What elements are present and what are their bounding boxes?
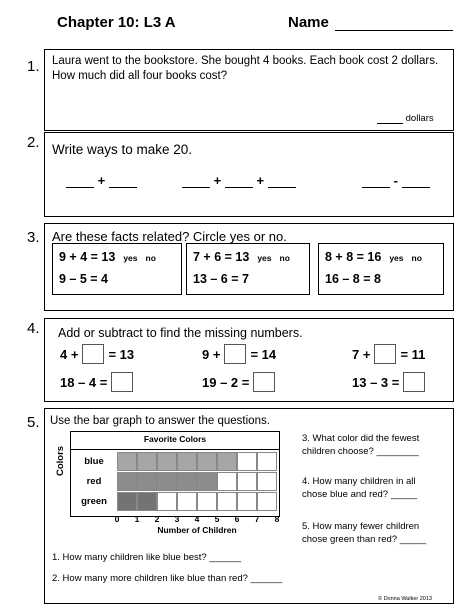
bar-cell [177, 472, 197, 491]
bar-cell [157, 452, 177, 471]
section-4-prompt: Add or subtract to find the missing numbers. [58, 326, 303, 340]
yes-option[interactable]: yes [257, 253, 272, 263]
problem-left: 7 + [352, 346, 371, 362]
yes-option[interactable]: yes [389, 253, 404, 263]
missing-number-problem [202, 344, 276, 364]
section-1-answer[interactable] [377, 113, 434, 124]
name-field[interactable] [288, 14, 453, 31]
yes-option[interactable]: yes [123, 253, 138, 263]
grid-cell [237, 492, 257, 511]
missing-number-problem [202, 372, 279, 392]
x-tick-label: 7 [254, 514, 260, 524]
x-tick-label: 5 [214, 514, 220, 524]
chart-y-axis-label: Colors [55, 445, 66, 476]
fact-row [325, 250, 422, 264]
missing-number-problem [60, 344, 134, 364]
problem-left: 4 + [60, 346, 79, 362]
grid-cell [177, 492, 197, 511]
answer-blank[interactable] [182, 174, 210, 188]
answer-blank[interactable] [109, 174, 137, 188]
problem-left: 13 – 3 = [352, 374, 400, 390]
question-line: 5. How many fewer children [302, 521, 420, 532]
fact-equation: 8 + 8 = 16 [325, 250, 382, 264]
name-blank[interactable] [335, 16, 453, 31]
section-3-prompt: Are these facts related? Circle yes or no. [52, 229, 287, 244]
fact-equation: 9 – 5 = 4 [59, 272, 108, 286]
grid-cell [257, 492, 277, 511]
no-option[interactable]: no [279, 253, 290, 263]
section-1-line: Laura went to the bookstore. She bought 4 books. Each book cost 2 dollars. [52, 55, 439, 67]
x-tick-label: 0 [114, 514, 120, 524]
operator: + [256, 173, 265, 188]
x-tick-label: 2 [154, 514, 160, 524]
fact-equation: 16 – 8 = 8 [325, 272, 381, 286]
chart-x-axis-label: Number of Children [157, 525, 237, 535]
bar-cell [117, 452, 137, 471]
grid-cell [257, 452, 277, 471]
section-1-number: 1. [27, 58, 40, 75]
bar-cell [217, 452, 237, 471]
category-label: blue [84, 456, 104, 467]
fact-equation: 13 – 6 = 7 [193, 272, 249, 286]
make-20-expression[interactable] [182, 173, 296, 188]
question-2: 2. How many more children like blue than red? ______ [52, 573, 283, 584]
fact-family-box [318, 243, 444, 295]
answer-unit: dollars [405, 113, 434, 124]
answer-blank[interactable] [225, 174, 253, 188]
x-tick-label: 3 [174, 514, 180, 524]
section-5-prompt: Use the bar graph to answer the questions. [50, 415, 270, 427]
answer-blank[interactable] [66, 174, 94, 188]
answer-blank[interactable] [268, 174, 296, 188]
make-20-expression[interactable] [66, 173, 137, 188]
operator: - [393, 173, 398, 188]
problem-left: 18 – 4 = [60, 374, 108, 390]
fact-family-box [52, 243, 182, 295]
question-line: chose blue and red? _____ [302, 489, 418, 500]
section-2-number: 2. [27, 134, 40, 151]
section-4-number: 4. [27, 320, 40, 337]
fact-row [193, 250, 290, 264]
fact-family-box [186, 243, 310, 295]
fact-equation: 9 + 4 = 13 [59, 250, 116, 264]
question-3 [302, 432, 419, 458]
chart-title: Favorite Colors [143, 434, 207, 444]
bar-cell [117, 472, 137, 491]
bar-cell [117, 492, 137, 511]
answer-box[interactable] [374, 344, 396, 364]
answer-box[interactable] [403, 372, 425, 392]
bar-cell [137, 472, 157, 491]
x-tick-label: 1 [134, 514, 140, 524]
grid-cell [237, 452, 257, 471]
copyright-text: © Donna Walker 2013 [378, 596, 432, 602]
problem-left: 19 – 2 = [202, 374, 250, 390]
grid-cell [217, 492, 237, 511]
grid-cell [217, 472, 237, 491]
question-5 [302, 520, 426, 546]
section-5-number: 5. [27, 414, 40, 431]
make-20-expression[interactable] [362, 173, 430, 188]
missing-number-problem [352, 372, 429, 392]
bar-cell [137, 492, 157, 511]
operator: + [213, 173, 222, 188]
category-label: red [86, 476, 102, 487]
missing-number-problem [352, 344, 425, 364]
question-line: children choose? ________ [302, 446, 419, 457]
answer-blank[interactable] [362, 174, 390, 188]
section-3-number: 3. [27, 229, 40, 246]
question-line: chose green than red? _____ [302, 534, 427, 545]
bar-cell [157, 472, 177, 491]
name-label: Name [288, 14, 329, 31]
problem-left: 9 + [202, 346, 221, 362]
question-1: 1. How many children like blue best? ______ [52, 552, 242, 563]
question-line: 4. How many children in all [302, 476, 416, 487]
problem-right: = 13 [108, 346, 135, 362]
no-option[interactable]: no [145, 253, 156, 263]
no-option[interactable]: no [411, 253, 422, 263]
chart-title-divider [70, 449, 280, 450]
section-1-question [52, 54, 442, 84]
fact-equation: 7 + 6 = 13 [193, 250, 250, 264]
answer-blank[interactable] [377, 114, 403, 124]
operator: + [97, 173, 106, 188]
fact-row [59, 250, 156, 264]
question-4 [302, 475, 417, 501]
grid-cell [157, 492, 177, 511]
question-line: 3. What color did the fewest [302, 433, 420, 444]
section-2-prompt: Write ways to make 20. [52, 142, 193, 157]
x-tick-label: 6 [234, 514, 240, 524]
problem-right: = 11 [400, 346, 426, 362]
answer-box[interactable] [224, 344, 246, 364]
missing-number-problem [60, 372, 137, 392]
bar-cell [197, 452, 217, 471]
x-tick-label: 4 [194, 514, 200, 524]
bar-cell [177, 452, 197, 471]
grid-cell [197, 492, 217, 511]
category-label: green [81, 496, 107, 507]
grid-cell [257, 472, 277, 491]
x-tick-label: 8 [274, 514, 280, 524]
bar-cell [137, 452, 157, 471]
answer-box[interactable] [82, 344, 104, 364]
bar-cell [197, 472, 217, 491]
grid-cell [237, 472, 257, 491]
worksheet-title: Chapter 10: L3 A [57, 14, 176, 31]
problem-right: = 14 [250, 346, 277, 362]
answer-box[interactable] [111, 372, 133, 392]
answer-box[interactable] [253, 372, 275, 392]
section-1-line: How much did all four books cost? [52, 70, 228, 82]
answer-blank[interactable] [402, 174, 430, 188]
